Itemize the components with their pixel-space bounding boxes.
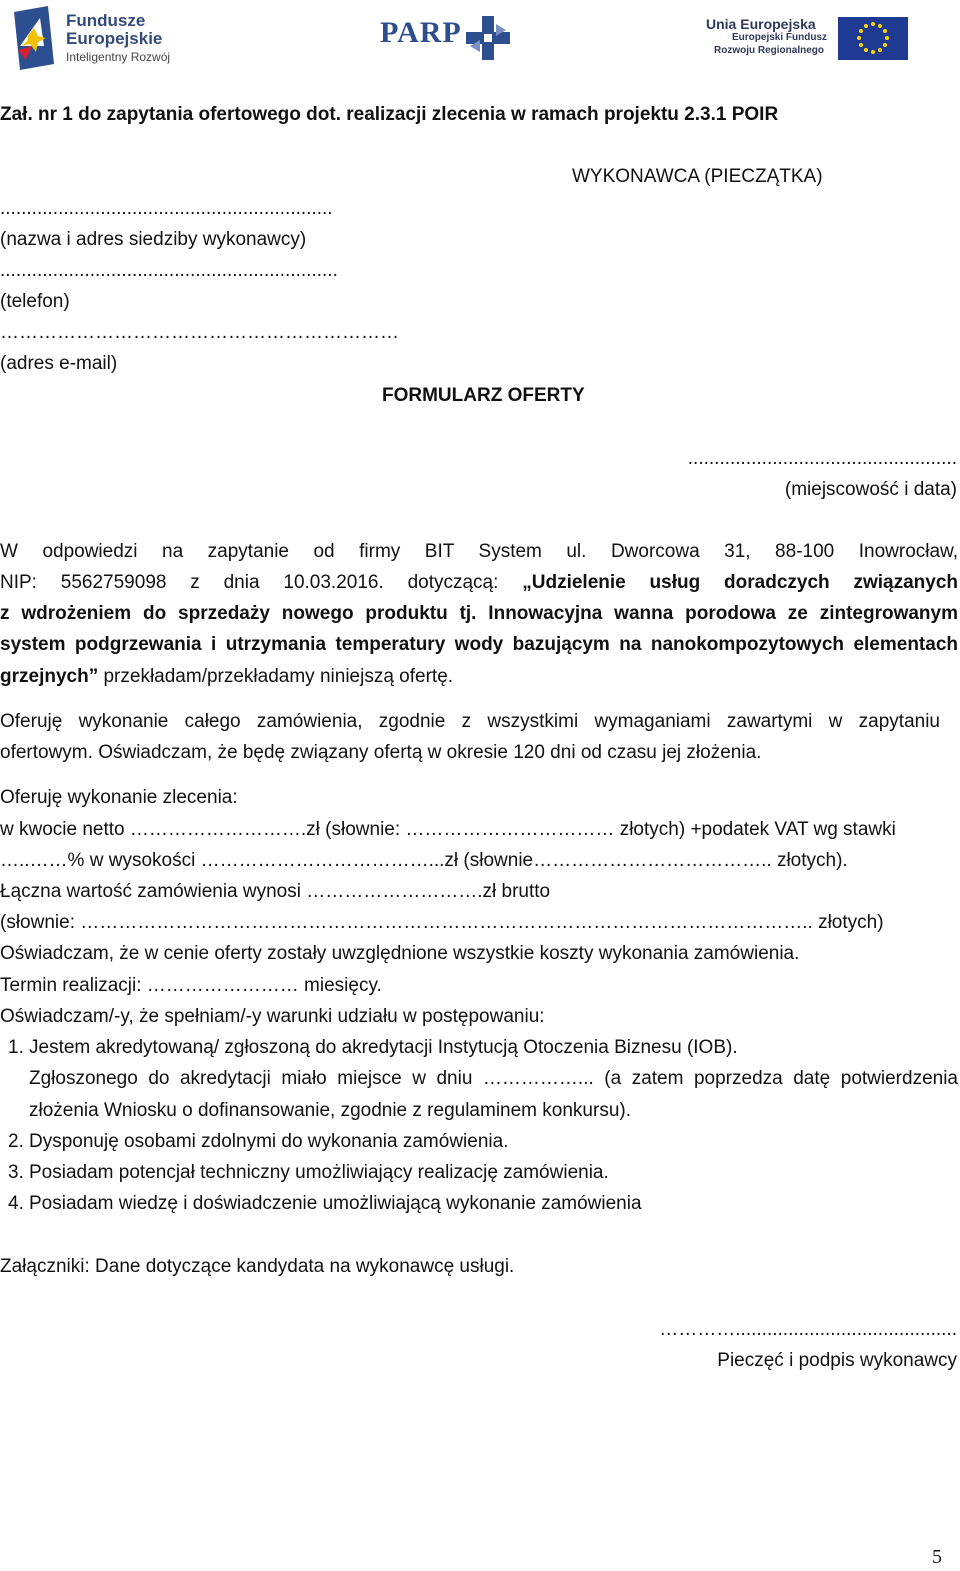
p3-net-amount: w kwocie netto ……………………….zł (słownie: …………………………… złotych) +podatek VAT wg stawki: [0, 819, 896, 840]
list-number-3: 3.: [8, 1162, 24, 1183]
p1-line5: [0, 666, 453, 688]
list-item-1: Jestem akredytowaną/ zgłoszoną do akredytacji Instytucją Otoczenia Biznesu (IOB).: [29, 1037, 738, 1058]
phone-label: (telefon): [0, 291, 70, 312]
list-item-1-line3: złożenia Wniosku o dofinansowanie, zgodnie z regulaminem konkursu).: [29, 1100, 631, 1121]
signature-dots: …………..........................................: [659, 1319, 957, 1340]
p3-line1: Oferuję wykonanie zlecenia:: [0, 787, 238, 808]
parp-logo-text: PARP: [380, 16, 462, 49]
p3-total-value: Łączna wartość zamówienia wynosi ……………………….zł brutto: [0, 881, 551, 902]
parp-arrows-icon: [466, 16, 510, 60]
p1-line5-normal: przekładam/przekładamy niniejszą ofertę.: [98, 666, 454, 687]
place-date-label: (miejscowość i data): [784, 479, 957, 500]
list-number-4: 4.: [8, 1193, 24, 1214]
p1-service-title-end: grzejnych”: [0, 666, 99, 687]
p3-costs-statement: Oświadczam, że w cenie oferty zostały uwzględnione wszystkie koszty wykonania zamówienia.: [0, 943, 800, 964]
list-number-1: 1.: [8, 1037, 24, 1058]
phone-dots: ................................................................: [0, 260, 338, 281]
attachments-line: Załączniki: Dane dotyczące kandydata na wykonawcę usługi.: [0, 1256, 515, 1277]
p1-line2-normal: NIP: 5562759098 z dnia 10.03.2016. dotyczącą:: [0, 572, 499, 593]
p1-line1: W odpowiedzi na zapytanie od firmy BIT System ul. Dworcowa 31, 88-100 Inowrocław,: [0, 541, 958, 562]
fe-star-icon: [14, 6, 54, 70]
list-item-1-line2: Zgłoszonego do akredytacji miało miejsce w dniu ……………... (a zatem poprzedza datę potwierdzenia: [29, 1068, 958, 1089]
p2-line1: Oferuję wykonanie całego zamówienia, zgodnie z wszystkimi wymaganiami zawartymi w zapytaniu: [0, 711, 940, 732]
list-item-4: Posiadam wiedzę i doświadczenie umożliwiającą wykonanie zamówienia: [29, 1193, 642, 1214]
p1-line2: [0, 572, 958, 594]
fe-logo-line1: Fundusze: [66, 11, 146, 30]
attachment-header: Zał. nr 1 do zapytania ofertowego dot. realizacji zlecenia w ramach projektu 2.3.1 POIR: [0, 104, 779, 125]
eu-logo-line2: Europejski Fundusz: [732, 32, 828, 43]
signature-label: Pieczęć i podpis wykonawcy: [717, 1350, 957, 1371]
eu-logo-line3: Rozwoju Regionalnego: [714, 45, 824, 56]
list-item-3: Posiadam potencjał techniczny umożliwiający realizację zamówienia.: [29, 1162, 609, 1183]
list-number-2: 2.: [8, 1131, 24, 1152]
place-date-dots: ...................................................: [687, 448, 957, 469]
name-address-label: (nazwa i adres siedziby wykonawcy): [0, 229, 307, 250]
parp-logo: [380, 16, 462, 50]
p1-line4: system podgrzewania i utrzymania temperatury wody bazującym na nanokompozytowych elementach: [0, 634, 958, 655]
list-item-2: Dysponuję osobami zdolnymi do wykonania zamówienia.: [29, 1131, 509, 1152]
p3-total-words: (słownie: …………………………………………………………………………………………………….. złotych): [0, 912, 884, 933]
eu-logo-line1: Unia Europejska: [706, 16, 816, 32]
name-dots: ...............................................................: [0, 198, 333, 219]
email-label: (adres e-mail): [0, 353, 118, 374]
fe-logo-line2: Europejskie: [66, 29, 163, 48]
eu-flag-icon: [838, 17, 908, 60]
p3-conditions-statement: Oświadczam/-y, że spełniam/-y warunki udziału w postępowaniu:: [0, 1006, 545, 1027]
p1-line3: z wdrożeniem do sprzedaży nowego produktu tj. Innowacyjna wanna porodowa ze zintegrowanym: [0, 603, 958, 624]
fe-logo-line3: Inteligentny Rozwój: [66, 50, 171, 64]
p2-line2: ofertowym. Oświadczam, że będę związany ofertą w okresie 120 dni od czasu jej złożenia.: [0, 742, 762, 763]
contractor-stamp-label: WYKONAWCA (PIECZĄTKA): [572, 166, 823, 187]
eu-logo-text: [706, 18, 827, 57]
p3-vat-amount: …..……% w wysokości ………………………………...zł (słownie……………………………….. złotych).: [0, 850, 848, 871]
page-number: 5: [932, 1546, 942, 1568]
email-dots: ………………………………………………………: [0, 322, 399, 343]
p3-deadline: Termin realizacji: …………………… miesięcy.: [0, 975, 382, 996]
form-title: FORMULARZ OFERTY: [382, 385, 585, 406]
fe-logo-text: [66, 12, 170, 66]
p1-service-title-start: „Udzielenie usług doradczych związanych: [522, 572, 959, 593]
